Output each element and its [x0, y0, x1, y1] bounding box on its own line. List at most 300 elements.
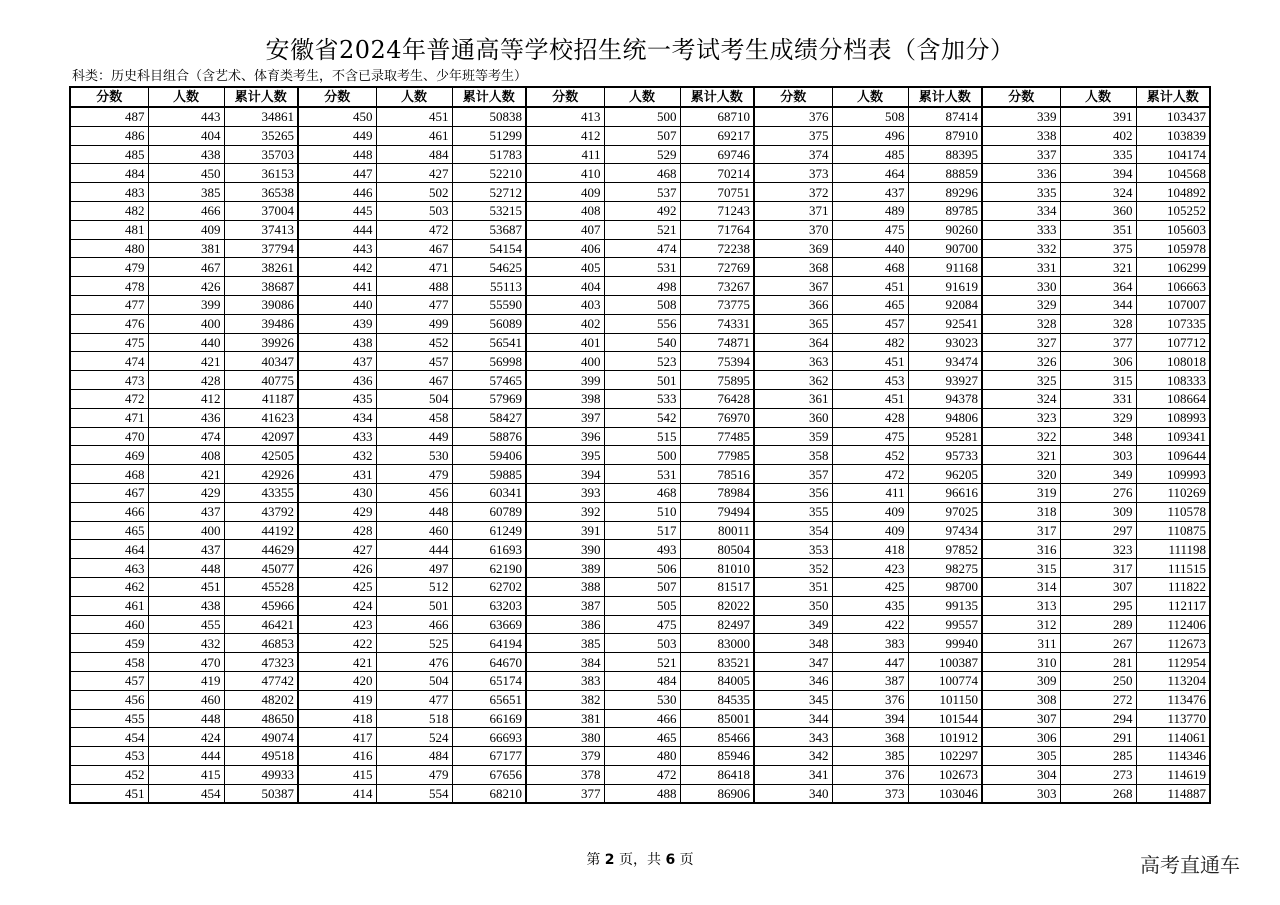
table-cell: 476 — [70, 314, 148, 333]
table-cell: 111198 — [1136, 540, 1210, 559]
table-cell: 391 — [1060, 107, 1136, 126]
table-cell: 485 — [832, 145, 908, 164]
table-cell: 368 — [832, 728, 908, 747]
table-cell: 114619 — [1136, 765, 1210, 784]
table-cell: 365 — [754, 314, 832, 333]
table-row — [70, 709, 1210, 728]
table-cell: 112673 — [1136, 634, 1210, 653]
table-cell: 484 — [604, 671, 680, 690]
table-cell: 479 — [70, 258, 148, 277]
table-cell: 335 — [982, 183, 1060, 202]
table-cell: 50838 — [452, 107, 526, 126]
table-cell: 465 — [832, 295, 908, 314]
table-cell: 470 — [70, 427, 148, 446]
table-cell: 110875 — [1136, 521, 1210, 540]
table-cell: 91619 — [908, 277, 982, 296]
table-cell: 374 — [754, 145, 832, 164]
table-cell: 419 — [148, 671, 224, 690]
table-cell: 477 — [376, 690, 452, 709]
table-cell: 471 — [376, 258, 452, 277]
table-cell: 467 — [376, 371, 452, 390]
table-cell: 56541 — [452, 333, 526, 352]
table-cell: 409 — [832, 521, 908, 540]
table-cell: 82497 — [680, 615, 754, 634]
table-cell: 468 — [70, 465, 148, 484]
table-cell: 501 — [376, 596, 452, 615]
table-cell: 34861 — [224, 107, 298, 126]
table-cell: 438 — [298, 333, 376, 352]
table-cell: 94806 — [908, 408, 982, 427]
table-cell: 83521 — [680, 653, 754, 672]
table-cell: 315 — [982, 559, 1060, 578]
table-cell: 458 — [376, 408, 452, 427]
table-cell: 484 — [70, 164, 148, 183]
table-cell: 424 — [148, 728, 224, 747]
table-cell: 428 — [832, 408, 908, 427]
table-cell: 71243 — [680, 201, 754, 220]
table-cell: 321 — [1060, 258, 1136, 277]
table-cell: 392 — [526, 502, 604, 521]
table-cell: 355 — [754, 502, 832, 521]
table-cell: 505 — [604, 596, 680, 615]
table-cell: 267 — [1060, 634, 1136, 653]
table-cell: 110269 — [1136, 483, 1210, 502]
table-cell: 415 — [148, 765, 224, 784]
table-cell: 469 — [70, 446, 148, 465]
table-cell: 454 — [70, 728, 148, 747]
table-cell: 303 — [982, 784, 1060, 803]
table-cell: 40347 — [224, 352, 298, 371]
table-cell: 41623 — [224, 408, 298, 427]
table-cell: 404 — [526, 277, 604, 296]
table-cell: 75394 — [680, 352, 754, 371]
table-cell: 479 — [376, 765, 452, 784]
column-header: 累计人数 — [224, 87, 298, 107]
table-cell: 315 — [1060, 371, 1136, 390]
table-cell: 59406 — [452, 446, 526, 465]
table-cell: 37794 — [224, 239, 298, 258]
table-cell: 349 — [1060, 465, 1136, 484]
table-cell: 447 — [832, 653, 908, 672]
table-cell: 103839 — [1136, 126, 1210, 145]
table-row — [70, 502, 1210, 521]
table-cell: 444 — [148, 747, 224, 766]
table-cell: 454 — [148, 784, 224, 803]
table-cell: 42097 — [224, 427, 298, 446]
table-cell: 422 — [298, 634, 376, 653]
table-cell: 479 — [376, 465, 452, 484]
table-cell: 425 — [832, 577, 908, 596]
table-cell: 465 — [604, 728, 680, 747]
table-row — [70, 559, 1210, 578]
table-cell: 466 — [70, 502, 148, 521]
table-cell: 425 — [298, 577, 376, 596]
table-cell: 484 — [376, 145, 452, 164]
table-cell: 92541 — [908, 314, 982, 333]
table-cell: 58876 — [452, 427, 526, 446]
table-row — [70, 389, 1210, 408]
table-cell: 68710 — [680, 107, 754, 126]
table-cell: 424 — [298, 596, 376, 615]
table-cell: 518 — [376, 709, 452, 728]
table-cell: 442 — [298, 258, 376, 277]
table-cell: 427 — [298, 540, 376, 559]
table-cell: 387 — [832, 671, 908, 690]
table-cell: 106299 — [1136, 258, 1210, 277]
table-cell: 51783 — [452, 145, 526, 164]
table-cell: 101544 — [908, 709, 982, 728]
table-cell: 104892 — [1136, 183, 1210, 202]
table-row — [70, 596, 1210, 615]
table-row — [70, 427, 1210, 446]
table-cell: 537 — [604, 183, 680, 202]
table-cell: 39486 — [224, 314, 298, 333]
table-cell: 58427 — [452, 408, 526, 427]
table-cell: 111515 — [1136, 559, 1210, 578]
table-cell: 409 — [526, 183, 604, 202]
table-cell: 385 — [832, 747, 908, 766]
table-cell: 107007 — [1136, 295, 1210, 314]
table-row — [70, 747, 1210, 766]
table-cell: 435 — [832, 596, 908, 615]
table-cell: 307 — [1060, 577, 1136, 596]
table-cell: 346 — [754, 671, 832, 690]
table-cell: 336 — [982, 164, 1060, 183]
table-cell: 506 — [604, 559, 680, 578]
table-cell: 449 — [298, 126, 376, 145]
table-row — [70, 277, 1210, 296]
table-cell: 451 — [832, 389, 908, 408]
table-row — [70, 653, 1210, 672]
table-cell: 373 — [832, 784, 908, 803]
table-cell: 400 — [148, 521, 224, 540]
table-cell: 106663 — [1136, 277, 1210, 296]
table-cell: 305 — [982, 747, 1060, 766]
table-cell: 451 — [148, 577, 224, 596]
table-cell: 455 — [70, 709, 148, 728]
table-cell: 114061 — [1136, 728, 1210, 747]
table-row — [70, 577, 1210, 596]
table-cell: 533 — [604, 389, 680, 408]
table-cell: 37004 — [224, 201, 298, 220]
table-cell: 36153 — [224, 164, 298, 183]
table-cell: 419 — [298, 690, 376, 709]
table-cell: 402 — [1060, 126, 1136, 145]
table-cell: 87910 — [908, 126, 982, 145]
table-cell: 399 — [148, 295, 224, 314]
table-cell: 39086 — [224, 295, 298, 314]
table-cell: 333 — [982, 220, 1060, 239]
column-header: 累计人数 — [1136, 87, 1210, 107]
table-row — [70, 164, 1210, 183]
column-header: 人数 — [832, 87, 908, 107]
table-cell: 530 — [376, 446, 452, 465]
table-cell: 381 — [526, 709, 604, 728]
table-cell: 457 — [832, 314, 908, 333]
table-cell: 97852 — [908, 540, 982, 559]
table-cell: 76428 — [680, 389, 754, 408]
table-cell: 360 — [754, 408, 832, 427]
table-cell: 97025 — [908, 502, 982, 521]
table-cell: 99557 — [908, 615, 982, 634]
table-cell: 540 — [604, 333, 680, 352]
footer-middle: 页，共 — [619, 852, 661, 868]
table-cell: 48650 — [224, 709, 298, 728]
table-cell: 433 — [298, 427, 376, 446]
table-cell: 529 — [604, 145, 680, 164]
table-cell: 397 — [526, 408, 604, 427]
table-cell: 319 — [982, 483, 1060, 502]
table-cell: 75895 — [680, 371, 754, 390]
table-cell: 89785 — [908, 201, 982, 220]
table-cell: 421 — [148, 465, 224, 484]
table-row — [70, 671, 1210, 690]
table-cell: 343 — [754, 728, 832, 747]
table-cell: 114887 — [1136, 784, 1210, 803]
table-cell: 394 — [832, 709, 908, 728]
table-cell: 47323 — [224, 653, 298, 672]
table-cell: 303 — [1060, 446, 1136, 465]
table-cell: 448 — [376, 502, 452, 521]
table-cell: 99940 — [908, 634, 982, 653]
table-cell: 74331 — [680, 314, 754, 333]
table-cell: 87414 — [908, 107, 982, 126]
table-cell: 63669 — [452, 615, 526, 634]
table-cell: 90260 — [908, 220, 982, 239]
table-cell: 53687 — [452, 220, 526, 239]
table-cell: 500 — [604, 446, 680, 465]
table-cell: 436 — [148, 408, 224, 427]
table-cell: 46853 — [224, 634, 298, 653]
table-cell: 273 — [1060, 765, 1136, 784]
table-cell: 344 — [754, 709, 832, 728]
table-cell: 477 — [376, 295, 452, 314]
table-cell: 411 — [526, 145, 604, 164]
table-cell: 331 — [1060, 389, 1136, 408]
table-cell: 458 — [70, 653, 148, 672]
table-cell: 66169 — [452, 709, 526, 728]
table-cell: 94378 — [908, 389, 982, 408]
table-cell: 515 — [604, 427, 680, 446]
table-cell: 485 — [70, 145, 148, 164]
table-cell: 437 — [148, 502, 224, 521]
table-cell: 396 — [526, 427, 604, 446]
table-cell: 484 — [376, 747, 452, 766]
table-cell: 70214 — [680, 164, 754, 183]
table-cell: 465 — [70, 521, 148, 540]
table-cell: 456 — [376, 483, 452, 502]
table-cell: 446 — [298, 183, 376, 202]
table-cell: 56089 — [452, 314, 526, 333]
table-cell: 376 — [754, 107, 832, 126]
table-row — [70, 765, 1210, 784]
table-cell: 73775 — [680, 295, 754, 314]
table-cell: 110578 — [1136, 502, 1210, 521]
table-cell: 93023 — [908, 333, 982, 352]
table-cell: 72238 — [680, 239, 754, 258]
table-cell: 78516 — [680, 465, 754, 484]
table-cell: 512 — [376, 577, 452, 596]
table-header-row — [70, 87, 1210, 107]
table-cell: 452 — [832, 446, 908, 465]
table-cell: 317 — [982, 521, 1060, 540]
table-cell: 93927 — [908, 371, 982, 390]
table-cell: 98700 — [908, 577, 982, 596]
table-cell: 348 — [1060, 427, 1136, 446]
table-cell: 102673 — [908, 765, 982, 784]
table-cell: 464 — [70, 540, 148, 559]
table-cell: 345 — [754, 690, 832, 709]
table-cell: 472 — [604, 765, 680, 784]
table-cell: 55590 — [452, 295, 526, 314]
table-cell: 312 — [982, 615, 1060, 634]
table-cell: 451 — [376, 107, 452, 126]
table-row — [70, 352, 1210, 371]
total-page-count: 6 — [665, 852, 676, 868]
table-cell: 49074 — [224, 728, 298, 747]
table-cell: 387 — [526, 596, 604, 615]
table-cell: 435 — [298, 389, 376, 408]
table-cell: 79494 — [680, 502, 754, 521]
table-cell: 456 — [70, 690, 148, 709]
table-cell: 371 — [754, 201, 832, 220]
table-cell: 366 — [754, 295, 832, 314]
table-cell: 429 — [148, 483, 224, 502]
table-cell: 504 — [376, 671, 452, 690]
table-cell: 104174 — [1136, 145, 1210, 164]
table-cell: 61693 — [452, 540, 526, 559]
table-cell: 475 — [832, 220, 908, 239]
table-cell: 332 — [982, 239, 1060, 258]
table-cell: 438 — [148, 596, 224, 615]
table-cell: 466 — [148, 201, 224, 220]
watermark-text: 高考直通车 — [1140, 853, 1240, 877]
table-cell: 394 — [526, 465, 604, 484]
table-cell: 453 — [70, 747, 148, 766]
table-cell: 460 — [70, 615, 148, 634]
table-row — [70, 634, 1210, 653]
table-cell: 316 — [982, 540, 1060, 559]
table-cell: 60341 — [452, 483, 526, 502]
table-cell: 49933 — [224, 765, 298, 784]
table-cell: 100387 — [908, 653, 982, 672]
table-cell: 452 — [376, 333, 452, 352]
table-cell: 53215 — [452, 201, 526, 220]
table-cell: 474 — [604, 239, 680, 258]
table-row — [70, 126, 1210, 145]
table-cell: 64670 — [452, 653, 526, 672]
table-cell: 439 — [298, 314, 376, 333]
column-header: 人数 — [148, 87, 224, 107]
table-cell: 482 — [70, 201, 148, 220]
table-row — [70, 615, 1210, 634]
table-cell: 113770 — [1136, 709, 1210, 728]
table-cell: 84535 — [680, 690, 754, 709]
table-cell: 531 — [604, 465, 680, 484]
table-row — [70, 333, 1210, 352]
table-cell: 481 — [70, 220, 148, 239]
table-cell: 92084 — [908, 295, 982, 314]
table-cell: 445 — [298, 201, 376, 220]
table-cell: 354 — [754, 521, 832, 540]
table-cell: 361 — [754, 389, 832, 408]
table-cell: 431 — [298, 465, 376, 484]
table-cell: 357 — [754, 465, 832, 484]
table-cell: 510 — [604, 502, 680, 521]
table-cell: 411 — [832, 483, 908, 502]
table-cell: 82022 — [680, 596, 754, 615]
table-cell: 398 — [526, 389, 604, 408]
table-cell: 482 — [832, 333, 908, 352]
table-cell: 468 — [604, 483, 680, 502]
table-cell: 76970 — [680, 408, 754, 427]
table-cell: 362 — [754, 371, 832, 390]
table-cell: 443 — [148, 107, 224, 126]
current-page-number: 2 — [604, 852, 615, 868]
table-cell: 50387 — [224, 784, 298, 803]
table-cell: 105603 — [1136, 220, 1210, 239]
table-row — [70, 540, 1210, 559]
table-cell: 56998 — [452, 352, 526, 371]
table-cell: 418 — [832, 540, 908, 559]
table-cell: 304 — [982, 765, 1060, 784]
column-header: 人数 — [376, 87, 452, 107]
table-cell: 402 — [526, 314, 604, 333]
table-cell: 98275 — [908, 559, 982, 578]
column-header: 累计人数 — [452, 87, 526, 107]
table-cell: 467 — [148, 258, 224, 277]
table-cell: 108018 — [1136, 352, 1210, 371]
table-cell: 57465 — [452, 371, 526, 390]
table-cell: 321 — [982, 446, 1060, 465]
table-cell: 488 — [604, 784, 680, 803]
table-cell: 380 — [526, 728, 604, 747]
table-cell: 331 — [982, 258, 1060, 277]
table-cell: 376 — [832, 765, 908, 784]
table-cell: 327 — [982, 333, 1060, 352]
table-cell: 410 — [526, 164, 604, 183]
table-cell: 309 — [1060, 502, 1136, 521]
table-cell: 42505 — [224, 446, 298, 465]
table-cell: 111822 — [1136, 577, 1210, 596]
table-cell: 108993 — [1136, 408, 1210, 427]
column-header: 分数 — [526, 87, 604, 107]
table-cell: 45966 — [224, 596, 298, 615]
table-cell: 457 — [376, 352, 452, 371]
table-cell: 474 — [148, 427, 224, 446]
table-cell: 250 — [1060, 671, 1136, 690]
table-cell: 376 — [832, 690, 908, 709]
table-cell: 480 — [70, 239, 148, 258]
table-cell: 96205 — [908, 465, 982, 484]
table-cell: 367 — [754, 277, 832, 296]
table-cell: 360 — [1060, 201, 1136, 220]
table-cell: 309 — [982, 671, 1060, 690]
table-cell: 104568 — [1136, 164, 1210, 183]
table-cell: 103046 — [908, 784, 982, 803]
table-cell: 499 — [376, 314, 452, 333]
table-cell: 54154 — [452, 239, 526, 258]
table-cell: 37413 — [224, 220, 298, 239]
table-cell: 114346 — [1136, 747, 1210, 766]
table-cell: 423 — [832, 559, 908, 578]
table-cell: 467 — [376, 239, 452, 258]
table-cell: 67177 — [452, 747, 526, 766]
table-cell: 438 — [148, 145, 224, 164]
table-cell: 378 — [526, 765, 604, 784]
table-cell: 314 — [982, 577, 1060, 596]
footer-suffix: 页 — [679, 852, 694, 868]
